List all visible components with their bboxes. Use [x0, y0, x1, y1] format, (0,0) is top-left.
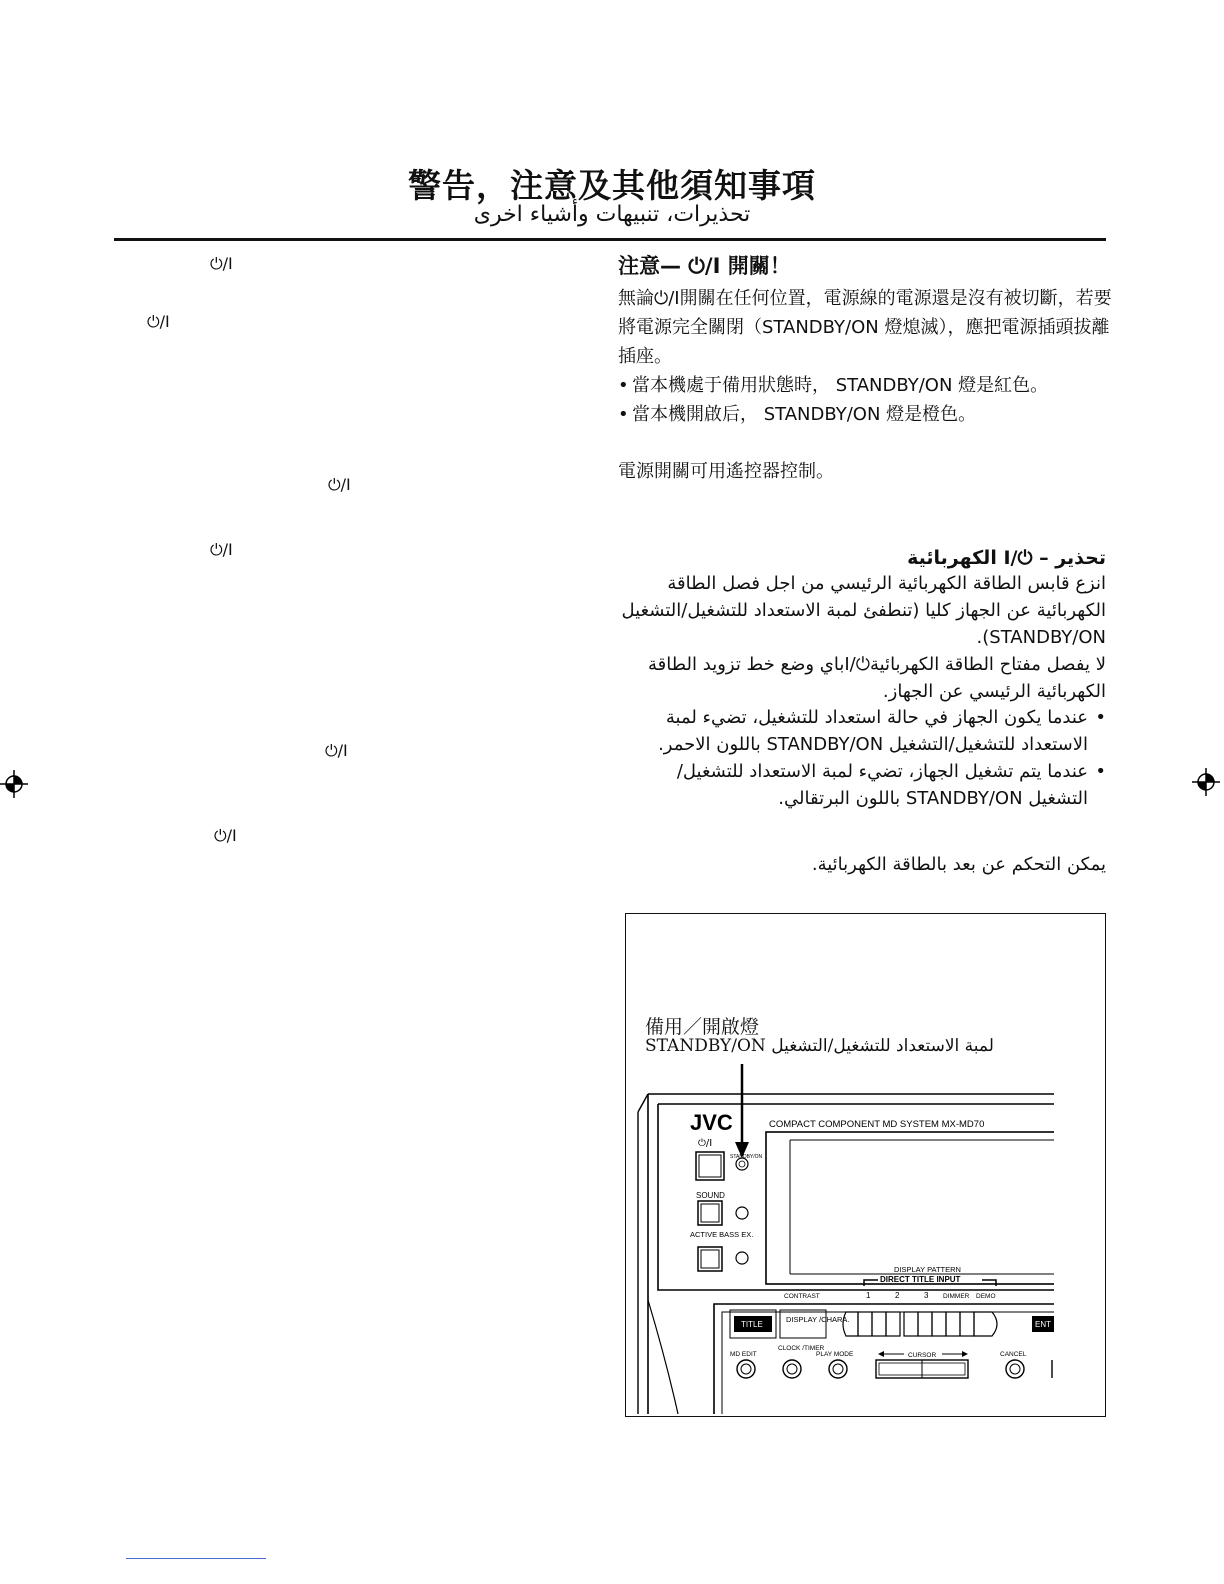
page-title: 警告，注意及其他須知事項	[408, 166, 816, 205]
play-mode-label: PLAY MODE	[816, 1351, 854, 1358]
chinese-remote-note: 電源開關可用遙控器控制。	[618, 461, 834, 482]
registration-mark-icon	[1192, 768, 1222, 798]
chinese-bullet-list	[618, 371, 1113, 429]
page-subtitle-arabic: تحذيرات، تنبيهات وأشياء اخرى	[473, 202, 751, 227]
list-item: • 當本機開啟后， STANDBY/ON 燈是橙色。	[618, 400, 1113, 429]
play-mode-button[interactable]	[829, 1360, 847, 1378]
active-bass-button[interactable]	[698, 1247, 722, 1271]
input-key[interactable]	[932, 1312, 946, 1336]
arabic-caution-body-2: لا يفصل مفتاح الطاقة الكهربائية⏻/Iباي وضع خط تزويد الطاقة الكهربائية الرئيسي عن الجهاز.	[648, 654, 1106, 702]
arabic-bullet-list	[618, 704, 1106, 812]
number-label: 2	[895, 1291, 900, 1300]
figure-caption-chinese: 備用／開啟燈	[645, 1016, 760, 1038]
footer-link-line	[126, 1558, 266, 1559]
chinese-caution-heading: 注意— ⏻/I 開關！	[618, 254, 791, 278]
input-key[interactable]	[904, 1312, 918, 1336]
md-edit-label: MD EDIT	[730, 1351, 757, 1358]
input-key[interactable]	[946, 1312, 960, 1336]
cursor-label: CURSOR	[908, 1352, 937, 1359]
power-symbol-mark: ⏻/I	[325, 741, 348, 760]
power-symbol-mark: ⏻/I	[328, 475, 351, 494]
display-chara-label: DISPLAY /CHARA.	[786, 1315, 850, 1324]
power-symbol-mark: ⏻/I	[214, 826, 237, 845]
list-item: • 當本機處于備用狀態時， STANDBY/ON 燈是紅色。	[618, 371, 1113, 400]
power-button[interactable]	[696, 1152, 724, 1180]
dimmer-label: DIMMER	[943, 1293, 970, 1300]
input-key[interactable]	[960, 1312, 974, 1336]
title-button-label: TITLE	[741, 1320, 763, 1329]
power-symbol-mark: ⏻/I	[210, 540, 233, 559]
chinese-caution-text	[618, 284, 1113, 429]
sound-button[interactable]	[698, 1201, 722, 1225]
sound-lamp	[736, 1207, 748, 1219]
figure-caption-arabic: STANDBY/ON لمبة الاستعداد للتشغيل/التشغيل	[645, 1036, 994, 1056]
number-label: 1	[866, 1291, 871, 1300]
sound-label: SOUND	[696, 1191, 725, 1200]
clock-timer-button[interactable]	[783, 1360, 801, 1378]
power-symbol-mark: ⏻/I	[210, 254, 233, 273]
model-label: COMPACT COMPONENT MD SYSTEM MX-MD70	[769, 1119, 985, 1130]
input-key[interactable]	[918, 1312, 932, 1336]
arabic-caution-body-1: انزع قابس الطاقة الكهربائية الرئيسي من اجل فصل الطاقة الكهربائية عن الجهاز كليا (تنطفئ لمبة الاستعداد للتشغيل/التشغيل STANDBY/ON).	[621, 573, 1106, 648]
arabic-remote-note: يمكن التحكم عن بعد بالطاقة الكهربائية.	[811, 854, 1106, 875]
input-key[interactable]	[858, 1312, 872, 1336]
active-bass-lamp	[736, 1252, 748, 1264]
chinese-caution-body: 無論⏻/I開關在任何位置，電源線的電源還是沒有被切斷，若要將電源完全關閉（STANDBY/ON 燈熄滅），應把電源插頭拔離插座。	[618, 288, 1112, 367]
cancel-label: CANCEL	[1000, 1351, 1027, 1358]
active-bass-label: ACTIVE BASS EX.	[690, 1230, 754, 1239]
list-item: • عندما يكون الجهاز في حالة استعداد للتشغيل، تضيء لمبة الاستعداد للتشغيل/التشغيل STANDBY/ON باللون الاحمر.	[618, 704, 1106, 758]
brand-logo: JVC	[690, 1110, 733, 1135]
display-pattern-label: DISPLAY PATTERN	[894, 1265, 961, 1274]
md-edit-button[interactable]	[737, 1360, 755, 1378]
standby-label: STANDBY/ON	[730, 1154, 763, 1160]
number-label: 3	[924, 1291, 929, 1300]
arabic-caution-heading: تحذير – ⏻/I الكهربائية	[907, 547, 1106, 569]
power-symbol-mark: ⏻/I	[147, 312, 170, 331]
list-item: • عندما يتم تشغيل الجهاز، تضيء لمبة الاستعداد للتشغيل/التشغيل STANDBY/ON باللون البرتقالي.	[618, 758, 1106, 812]
contrast-label: CONTRAST	[784, 1293, 820, 1300]
cancel-button[interactable]	[1006, 1360, 1024, 1378]
header-rule	[114, 238, 1106, 241]
input-key[interactable]	[872, 1312, 886, 1336]
direct-title-input-label: DIRECT TITLE INPUT	[880, 1275, 961, 1284]
power-label: ⏻/I	[698, 1138, 713, 1149]
registration-mark-icon	[0, 770, 30, 800]
enter-button-label: ENT	[1035, 1320, 1051, 1329]
unit-front-panel-drawing	[626, 1060, 1054, 1414]
demo-label: DEMO	[976, 1293, 996, 1300]
clock-timer-label: CLOCK /TIMER	[778, 1345, 825, 1352]
input-key[interactable]	[886, 1312, 900, 1336]
